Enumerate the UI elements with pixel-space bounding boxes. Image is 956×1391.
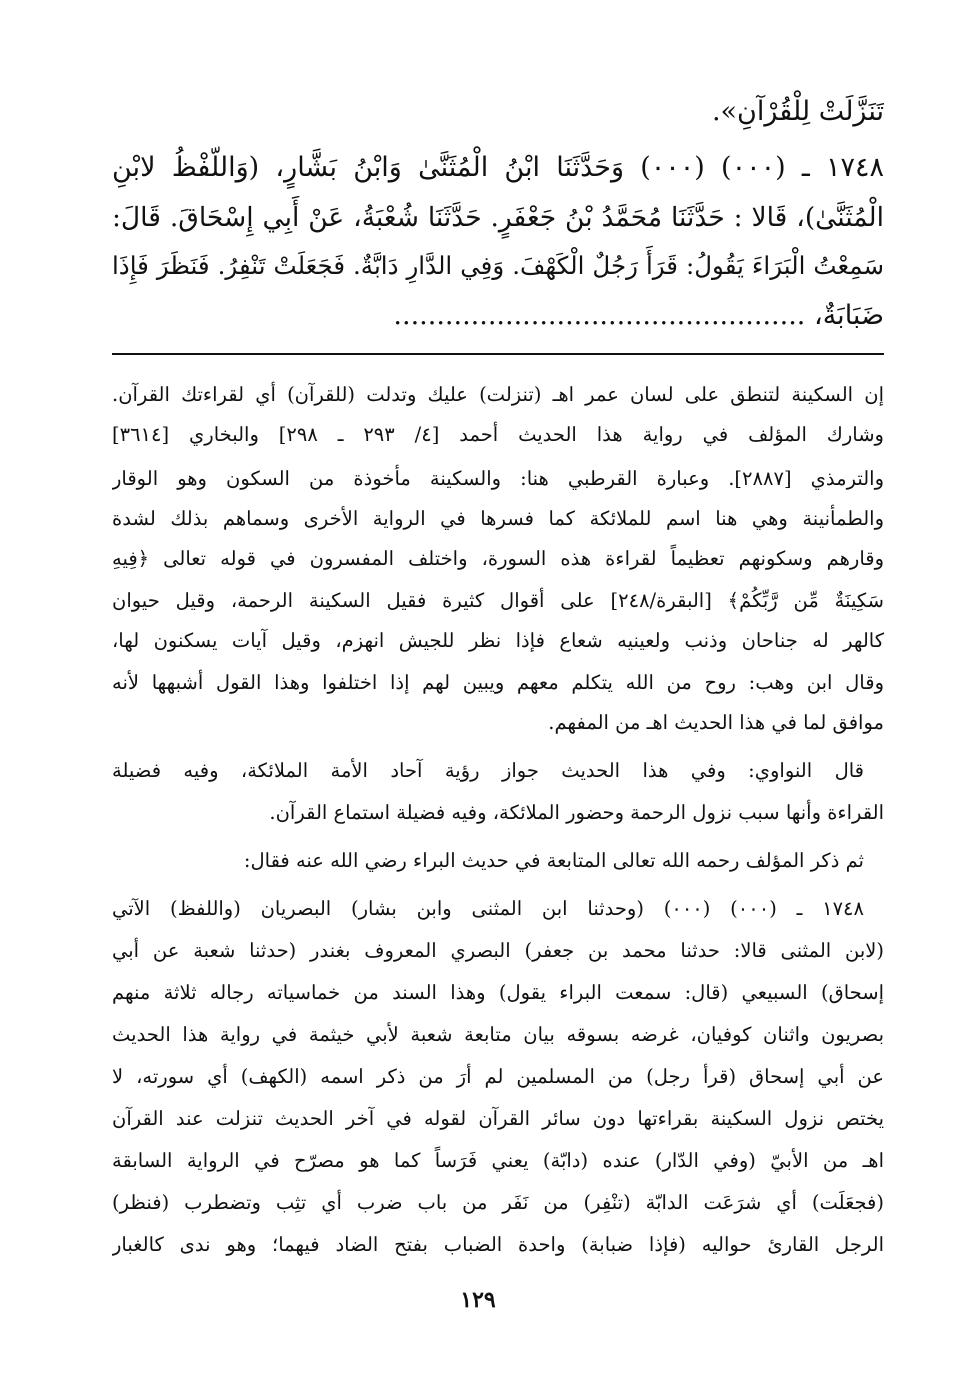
- commentary-line: ثم ذكر المؤلف رحمه الله تعالى المتابعة في حديث البراء رضي الله عنه فقال:: [243, 849, 864, 872]
- commentary-line: ١٧٤٨ ـ (٠٠٠) (٠٠٠) (وحدثنا ابن المثنى وابن بشار) البصريان (واللفظ) الآتي: [112, 897, 865, 920]
- commentary-line: والطمأنينة وهي هنا اسم للملائكة كما فسرها في الرواية الأخرى وسماهم بذلك لشدة: [112, 507, 884, 530]
- commentary-line: (لابن المثنى قالا: حدثنا محمد بن جعفر) البصري المعروف بغندر (حدثنا شعبة عن أبي: [112, 939, 884, 962]
- commentary-line: عن أبي إسحاق (قرأ رجل) من المسلمين لم أرَ من ذكر اسمه (الكهف) أي سورته، لا: [112, 1065, 884, 1088]
- hadith-line: [112, 294, 884, 338]
- hadith-line: سَمِعْتُ الْبَرَاءَ يَقُولُ: قَرَأَ رَجُلٌ الْكَهْفَ. وَفِي الدَّارِ دَابَّةٌ. فَجَعَلَتْ تَنْفِرُ. فَنَظَرَ فَإِذَا: [112, 251, 884, 280]
- hadith-line: تَنَزَّلَتْ لِلْقُرْآنِ».: [711, 96, 884, 127]
- commentary-line: اهـ من الأبيّ (وفي الدّار) عنده (دابّة) يعني فَرَساً كما هو مصرّح في الرواية السابقة: [112, 1149, 884, 1172]
- continuation-dots: ................................................: [393, 300, 806, 331]
- commentary-line: (فجعَلَت) أي شرَعَت الدابّة (تنْفِر) من نَفَر من باب ضرب أي تثِب وتضطرب (فنظر): [112, 1191, 884, 1214]
- commentary-line: القراءة وأنها سبب نزول الرحمة وحضور الملائكة، وفيه فضيلة استماع القرآن.: [269, 801, 884, 824]
- hadith-line-text: ضَبَابَةٌ،: [813, 300, 884, 331]
- commentary-line: سَكِينَةٌ مِّن رَّبِّكُمْ﴾ [البقرة/٢٤٨] على أقوال كثيرة فقيل السكينة الرحمة، وقيل حيوان: [112, 589, 884, 612]
- footnote-divider: [112, 353, 884, 355]
- hadith-line: الْمُثَنَّىٰ)، قَالا : حَدَّثَنَا مُحَمَّدُ بْنُ جَعْفَرٍ. حَدَّثَنَا شُعْبَةُ، عَنْ أَبِي إِسْحَاقَ. قَالَ:: [112, 202, 884, 233]
- page-number: ١٢٩: [460, 1287, 496, 1313]
- commentary-line: قال النواوي: وفي هذا الحديث جواز رؤية آحاد الأمة الملائكة، وفيه فضيلة: [112, 759, 864, 782]
- commentary-line: يختص نزول السكينة بقراءتها دون سائر القرآن لقوله في آخر الحديث تنزلت عند القرآن: [112, 1107, 884, 1130]
- commentary-line: الرجل القارئ حواليه (فإذا ضبابة) واحدة الضباب بفتح الضاد فيهما؛ وهو ندى كالغبار: [112, 1233, 884, 1256]
- commentary-line: إن السكينة لتنطق على لسان عمر اهـ (تنزلت) عليك وتدلت (للقرآن) أي لقراءتك القرآن.: [112, 383, 884, 406]
- commentary-line: وقال ابن وهب: روح من الله يتكلم معهم ويبين لهم إذا اختلفوا وهذا القول أشبهها لأنه: [112, 671, 884, 694]
- commentary-line: والترمذي [٢٨٨٧]. وعبارة القرطبي هنا: والسكينة مأخوذة من السكون وهو الوقار: [112, 467, 884, 490]
- commentary-line: موافق لما في هذا الحديث اهـ من المفهم.: [548, 711, 884, 734]
- hadith-line: ١٧٤٨ ـ (٠٠٠) (٠٠٠) وَحَدَّثَنَا ابْنُ الْمُثَنَّىٰ وَابْنُ بَشَّارٍ، (وَاللَّفْظُ لابْنِ: [112, 152, 884, 183]
- commentary-line: كالهر له جناحان وذنب ولعينيه شعاع فإذا نظر للجيش انهزم، وقيل آيات يسكنون لها،: [112, 629, 884, 652]
- commentary-line: وقارهم وسكونهم تعظيماً لقراءة هذه السورة، واختلف المفسرون في قوله تعالى ﴿فِيهِ: [112, 547, 884, 570]
- commentary-line: بصريون واثنان كوفيان، غرضه بسوقه بيان متابعة شعبة لأبي خيثمة في رواية هذا الحديث: [112, 1023, 884, 1046]
- commentary-line: إسحاق) السبيعي (قال: سمعت البراء يقول) وهذا السند من خماسياته رجاله ثلاثة منهم: [112, 981, 884, 1004]
- commentary-line: وشارك المؤلف في رواية هذا الحديث أحمد [٤/ ٢٩٣ ـ ٢٩٨] والبخاري [٣٦١٤]: [112, 423, 884, 446]
